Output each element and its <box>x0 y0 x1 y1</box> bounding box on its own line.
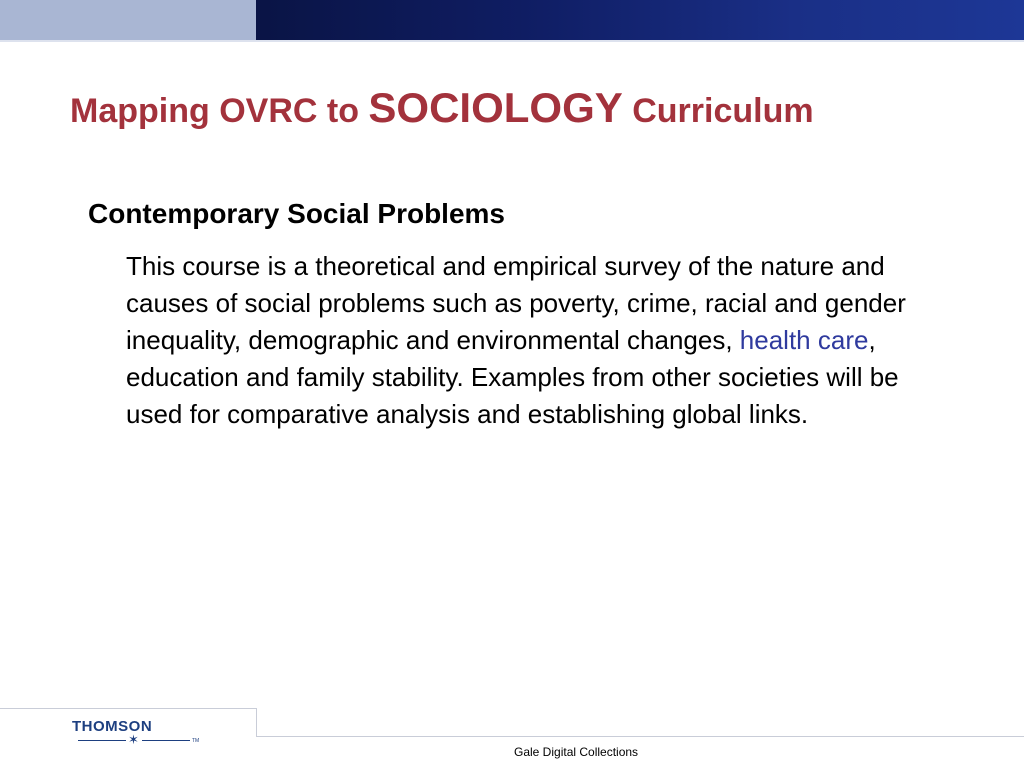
star-icon: ✶ <box>128 732 139 747</box>
footer-divider-vertical <box>256 708 257 737</box>
slide-title <box>70 84 814 135</box>
top-divider <box>0 40 1024 42</box>
logo-rule-right <box>142 740 190 741</box>
footer-caption: Gale Digital Collections <box>514 745 639 759</box>
slide-title-part1: Mapping OVRC to <box>70 92 369 130</box>
slide-title-emphasis: SOCIOLOGY <box>368 84 623 131</box>
course-heading: Contemporary Social Problems <box>88 198 506 229</box>
trademark-mark: TM <box>192 738 200 744</box>
slide-title-part3: Curriculum <box>622 92 814 130</box>
logo-rule-left <box>78 740 126 741</box>
top-banner-dark-segment <box>256 0 1024 40</box>
thomson-logo <box>72 718 202 748</box>
footer-divider-right <box>256 736 1024 737</box>
thomson-logo-text: THOMSON <box>72 718 153 735</box>
footer-divider-left <box>0 708 256 709</box>
top-banner <box>0 0 1024 40</box>
top-banner-light-segment <box>0 0 256 40</box>
course-description-text-end: , education and family stability. Examples from other societies will be used for comparative analysis and establishing global links. <box>126 325 899 429</box>
course-description <box>126 248 946 433</box>
health-care-link[interactable]: health care <box>739 325 869 355</box>
course-description-text-start: This course is a theoretical and empirical survey of the nature and causes of social problems such as poverty, crime, racial and gender inequality, demographic and environmental changes, <box>126 251 906 355</box>
